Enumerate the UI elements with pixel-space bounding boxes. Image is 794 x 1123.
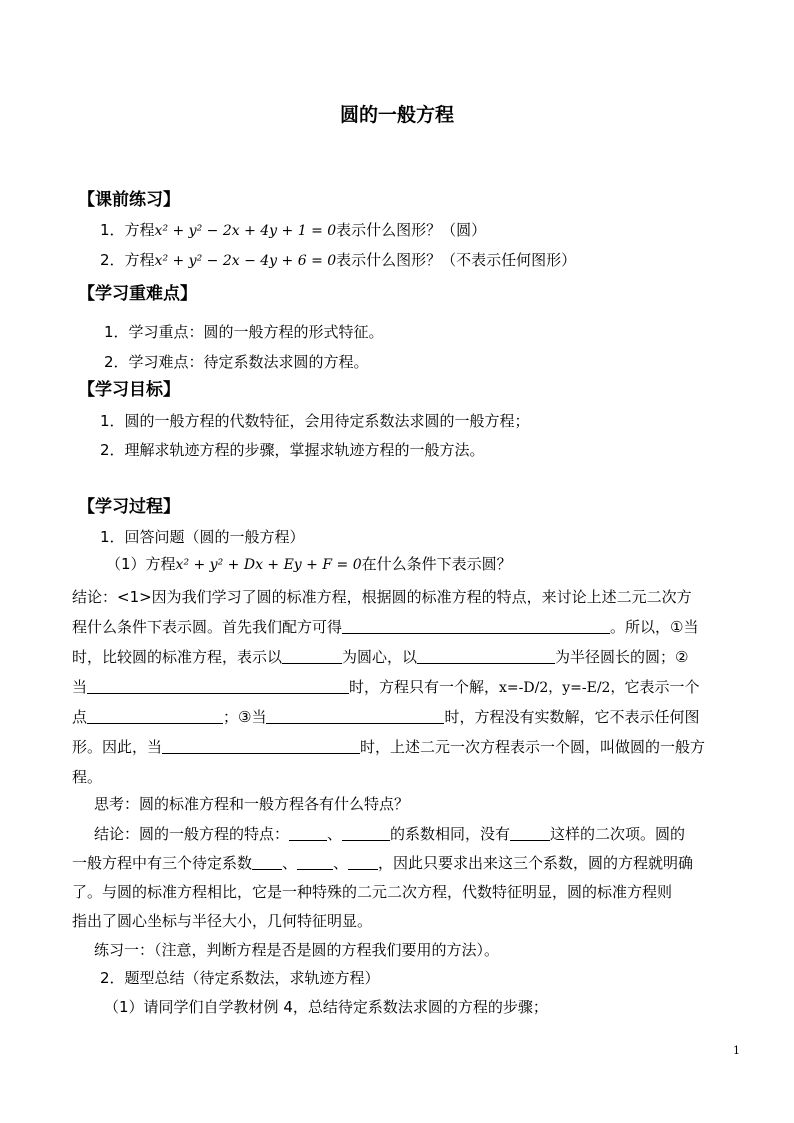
text: 这样的二次项。圆的: [550, 825, 686, 843]
text: 形。因此，当: [72, 738, 163, 756]
text: 时，方程没有实数解，它不表示任何图: [444, 708, 700, 726]
fill-in-blank: [252, 855, 282, 870]
fill-in-blank: [342, 826, 390, 841]
text: 时，方程只有一个解，: [349, 678, 500, 696]
text: ，因此只要求出来这三个系数，圆的方程就明确: [378, 854, 694, 872]
text: 一般方程中有三个待定系数: [72, 854, 253, 872]
key-point-item-2: 2．学习难点：待定系数法求圆的方程。: [104, 353, 369, 371]
text: 的系数相同，没有: [390, 825, 511, 843]
key-point-item-1: 1．学习重点：圆的一般方程的形式特征。: [104, 323, 384, 341]
conclusion-line-3: [72, 647, 688, 667]
text: 当: [72, 678, 88, 696]
page-number: 1: [733, 1044, 740, 1057]
question-1a: [106, 554, 512, 575]
equation: x² + y² + Dx + Ey + F = 0: [175, 557, 362, 573]
text: 、: [333, 854, 349, 872]
fill-in-blank: [297, 855, 333, 870]
conclusion-line-7: 程。: [72, 768, 103, 786]
objective-item-1: 1．圆的一般方程的代数特征，会用待定系数法求圆的一般方程；: [100, 412, 530, 430]
question-1: 1．回答问题（圆的一般方程）: [100, 528, 305, 546]
fill-in-blank: [342, 619, 610, 634]
item-prefix: 1．方程: [100, 221, 155, 239]
text: 时，比较圆的标准方程，表示以: [72, 648, 283, 666]
fill-in-blank: [348, 855, 378, 870]
fill-in-blank: [282, 649, 342, 664]
item-text: 在什么条件下表示圆？: [361, 555, 512, 573]
question-2: 2．题型总结（待定系数法，求轨迹方程）: [100, 969, 380, 987]
text: 结论：圆的一般方程的特点：: [94, 825, 290, 843]
item-text: 表示什么图形？（不表示任何图形）: [336, 251, 577, 269]
think-question: 思考：圆的标准方程和一般方程各有什么特点？: [94, 795, 410, 813]
page-title: 圆的一般方程: [339, 104, 454, 126]
section-heading-process: 【学习过程】: [78, 497, 180, 517]
fill-in-blank: [87, 679, 349, 694]
exercise-one: 练习一：（注意，判断方程是否是圆的方程我们要用的方法）。: [94, 941, 500, 959]
text: 。所以，①当: [610, 618, 699, 636]
item-text: 表示什么图形？（圆）: [336, 221, 487, 239]
features-line-2: [72, 853, 693, 873]
fill-in-blank: [510, 826, 550, 841]
conclusion-line-5: [72, 707, 699, 727]
fill-in-blank: [417, 649, 555, 664]
text: 、: [282, 854, 298, 872]
section-heading-objectives: 【学习目标】: [78, 380, 180, 400]
text: 程什么条件下表示圆。首先我们配方可得: [72, 618, 343, 636]
solution-text: x=-D/2，y=-E/2，: [499, 680, 625, 696]
text: 它表示一个: [624, 678, 700, 696]
fill-in-blank: [87, 709, 223, 724]
conclusion-line-1: 结论：<1>因为我们学习了圆的标准方程，根据圆的标准方程的特点，来讨论上述二元二次方: [72, 588, 692, 606]
equation: x² + y² − 2x − 4y + 6 = 0: [154, 253, 337, 269]
features-line-3: 了。与圆的标准方程相比，它是一种特殊的二元二次方程，代数特征明显，圆的标准方程则: [72, 883, 673, 901]
text: 为半径圆长的圆；②: [555, 648, 689, 666]
features-line-1: [94, 824, 685, 844]
conclusion-line-4: [72, 677, 699, 698]
item-prefix: 2．方程: [100, 251, 155, 269]
conclusion-line-2: [72, 617, 698, 637]
objective-item-2: 2．理解求轨迹方程的步骤，掌握求轨迹方程的一般方法。: [100, 441, 485, 459]
section-heading-pre-exercise: 【课前练习】: [78, 190, 180, 210]
exercise-item-1: [100, 220, 486, 241]
text: ；③当: [223, 708, 267, 726]
conclusion-line-6: [72, 737, 705, 757]
text: 时，上述二元一次方程表示一个圆，叫做圆的一般方: [360, 738, 706, 756]
question-2a: （1）请同学们自学教材例 4，总结待定系数法求圆的方程的步骤；: [104, 998, 548, 1016]
features-line-4: 指出了圆心坐标与半径大小，几何特征明显。: [72, 912, 373, 930]
text: 点: [72, 708, 88, 726]
exercise-item-2: [100, 250, 576, 271]
section-heading-key-points: 【学习重难点】: [78, 284, 197, 304]
text: 为圆心，以: [342, 648, 418, 666]
equation: x² + y² − 2x + 4y + 1 = 0: [154, 223, 337, 239]
text: 、: [327, 825, 343, 843]
fill-in-blank: [266, 709, 444, 724]
fill-in-blank: [289, 826, 327, 841]
fill-in-blank: [162, 739, 360, 754]
item-prefix: （1）方程: [106, 555, 176, 573]
